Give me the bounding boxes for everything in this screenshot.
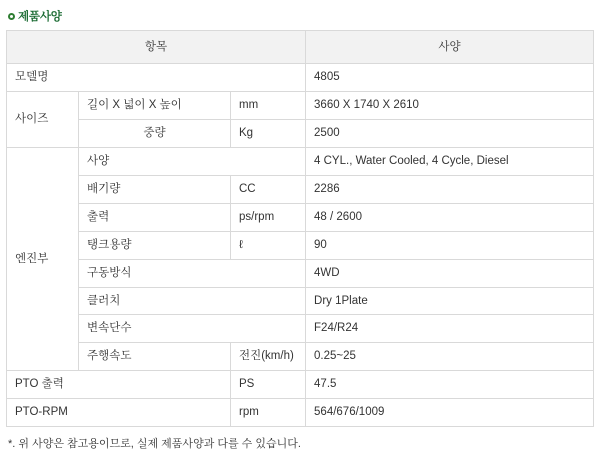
table-row xyxy=(7,315,594,343)
footnote: *. 위 사양은 참고용이므로, 실제 제품사양과 다를 수 있습니다. xyxy=(8,438,301,451)
table-row xyxy=(7,343,594,371)
row-sub-weight: 중량 xyxy=(79,119,231,147)
row-value-model: 4805 xyxy=(306,64,594,92)
row-value-clutch: Dry 1Plate xyxy=(306,287,594,315)
row-sub-power: 출력 xyxy=(79,203,231,231)
table-header-row xyxy=(7,31,594,64)
row-value-engine-spec: 4 CYL., Water Cooled, 4 Cycle, Diesel xyxy=(306,147,594,175)
table-row xyxy=(7,203,594,231)
row-sub-speed: 주행속도 xyxy=(79,343,231,371)
bullet-icon xyxy=(8,13,15,20)
table-row xyxy=(7,119,594,147)
row-unit-pto-power: PS xyxy=(231,371,306,399)
row-value-dimensions: 3660 X 1740 X 2610 xyxy=(306,91,594,119)
row-value-power: 48 / 2600 xyxy=(306,203,594,231)
row-unit-dimensions: mm xyxy=(231,91,306,119)
row-value-displacement: 2286 xyxy=(306,175,594,203)
section-title xyxy=(8,8,594,24)
table-row xyxy=(7,64,594,92)
row-value-drive: 4WD xyxy=(306,259,594,287)
table-header xyxy=(7,31,594,64)
row-value-pto-power: 47.5 xyxy=(306,371,594,399)
row-group-engine: 엔진부 xyxy=(7,147,79,371)
row-value-speed: 0.25~25 xyxy=(306,343,594,371)
row-value-pto-rpm: 564/676/1009 xyxy=(306,399,594,427)
row-sub-gears: 변속단수 xyxy=(79,315,306,343)
row-value-gears: F24/R24 xyxy=(306,315,594,343)
row-unit-tank: ℓ xyxy=(231,231,306,259)
row-label-pto-rpm: PTO-RPM xyxy=(7,399,231,427)
header-spec: 사양 xyxy=(306,31,594,64)
header-item: 항목 xyxy=(7,31,306,64)
spec-table xyxy=(6,30,594,427)
row-sub-clutch: 클러치 xyxy=(79,287,306,315)
row-sub-drive: 구동방식 xyxy=(79,259,306,287)
table-body xyxy=(7,64,594,427)
row-value-tank: 90 xyxy=(306,231,594,259)
row-label-pto-power: PTO 출력 xyxy=(7,371,231,399)
row-sub-displacement: 배기량 xyxy=(79,175,231,203)
table-row xyxy=(7,371,594,399)
row-unit-power: ps/rpm xyxy=(231,203,306,231)
row-unit-displacement: CC xyxy=(231,175,306,203)
table-row xyxy=(7,175,594,203)
table-row xyxy=(7,259,594,287)
row-unit-weight: Kg xyxy=(231,119,306,147)
section-title-label: 제품사양 xyxy=(18,11,62,23)
row-value-weight: 2500 xyxy=(306,119,594,147)
row-sub-tank: 탱크용량 xyxy=(79,231,231,259)
table-row xyxy=(7,231,594,259)
row-sub-engine-spec: 사양 xyxy=(79,147,306,175)
row-unit-speed: 전진(km/h) xyxy=(231,343,306,371)
row-sub-dimensions: 길이 X 넓이 X 높이 xyxy=(79,91,231,119)
table-row xyxy=(7,287,594,315)
table-row xyxy=(7,147,594,175)
row-group-size: 사이즈 xyxy=(7,91,79,147)
row-unit-pto-rpm: rpm xyxy=(231,399,306,427)
table-row xyxy=(7,91,594,119)
row-label-model: 모델명 xyxy=(7,64,306,92)
